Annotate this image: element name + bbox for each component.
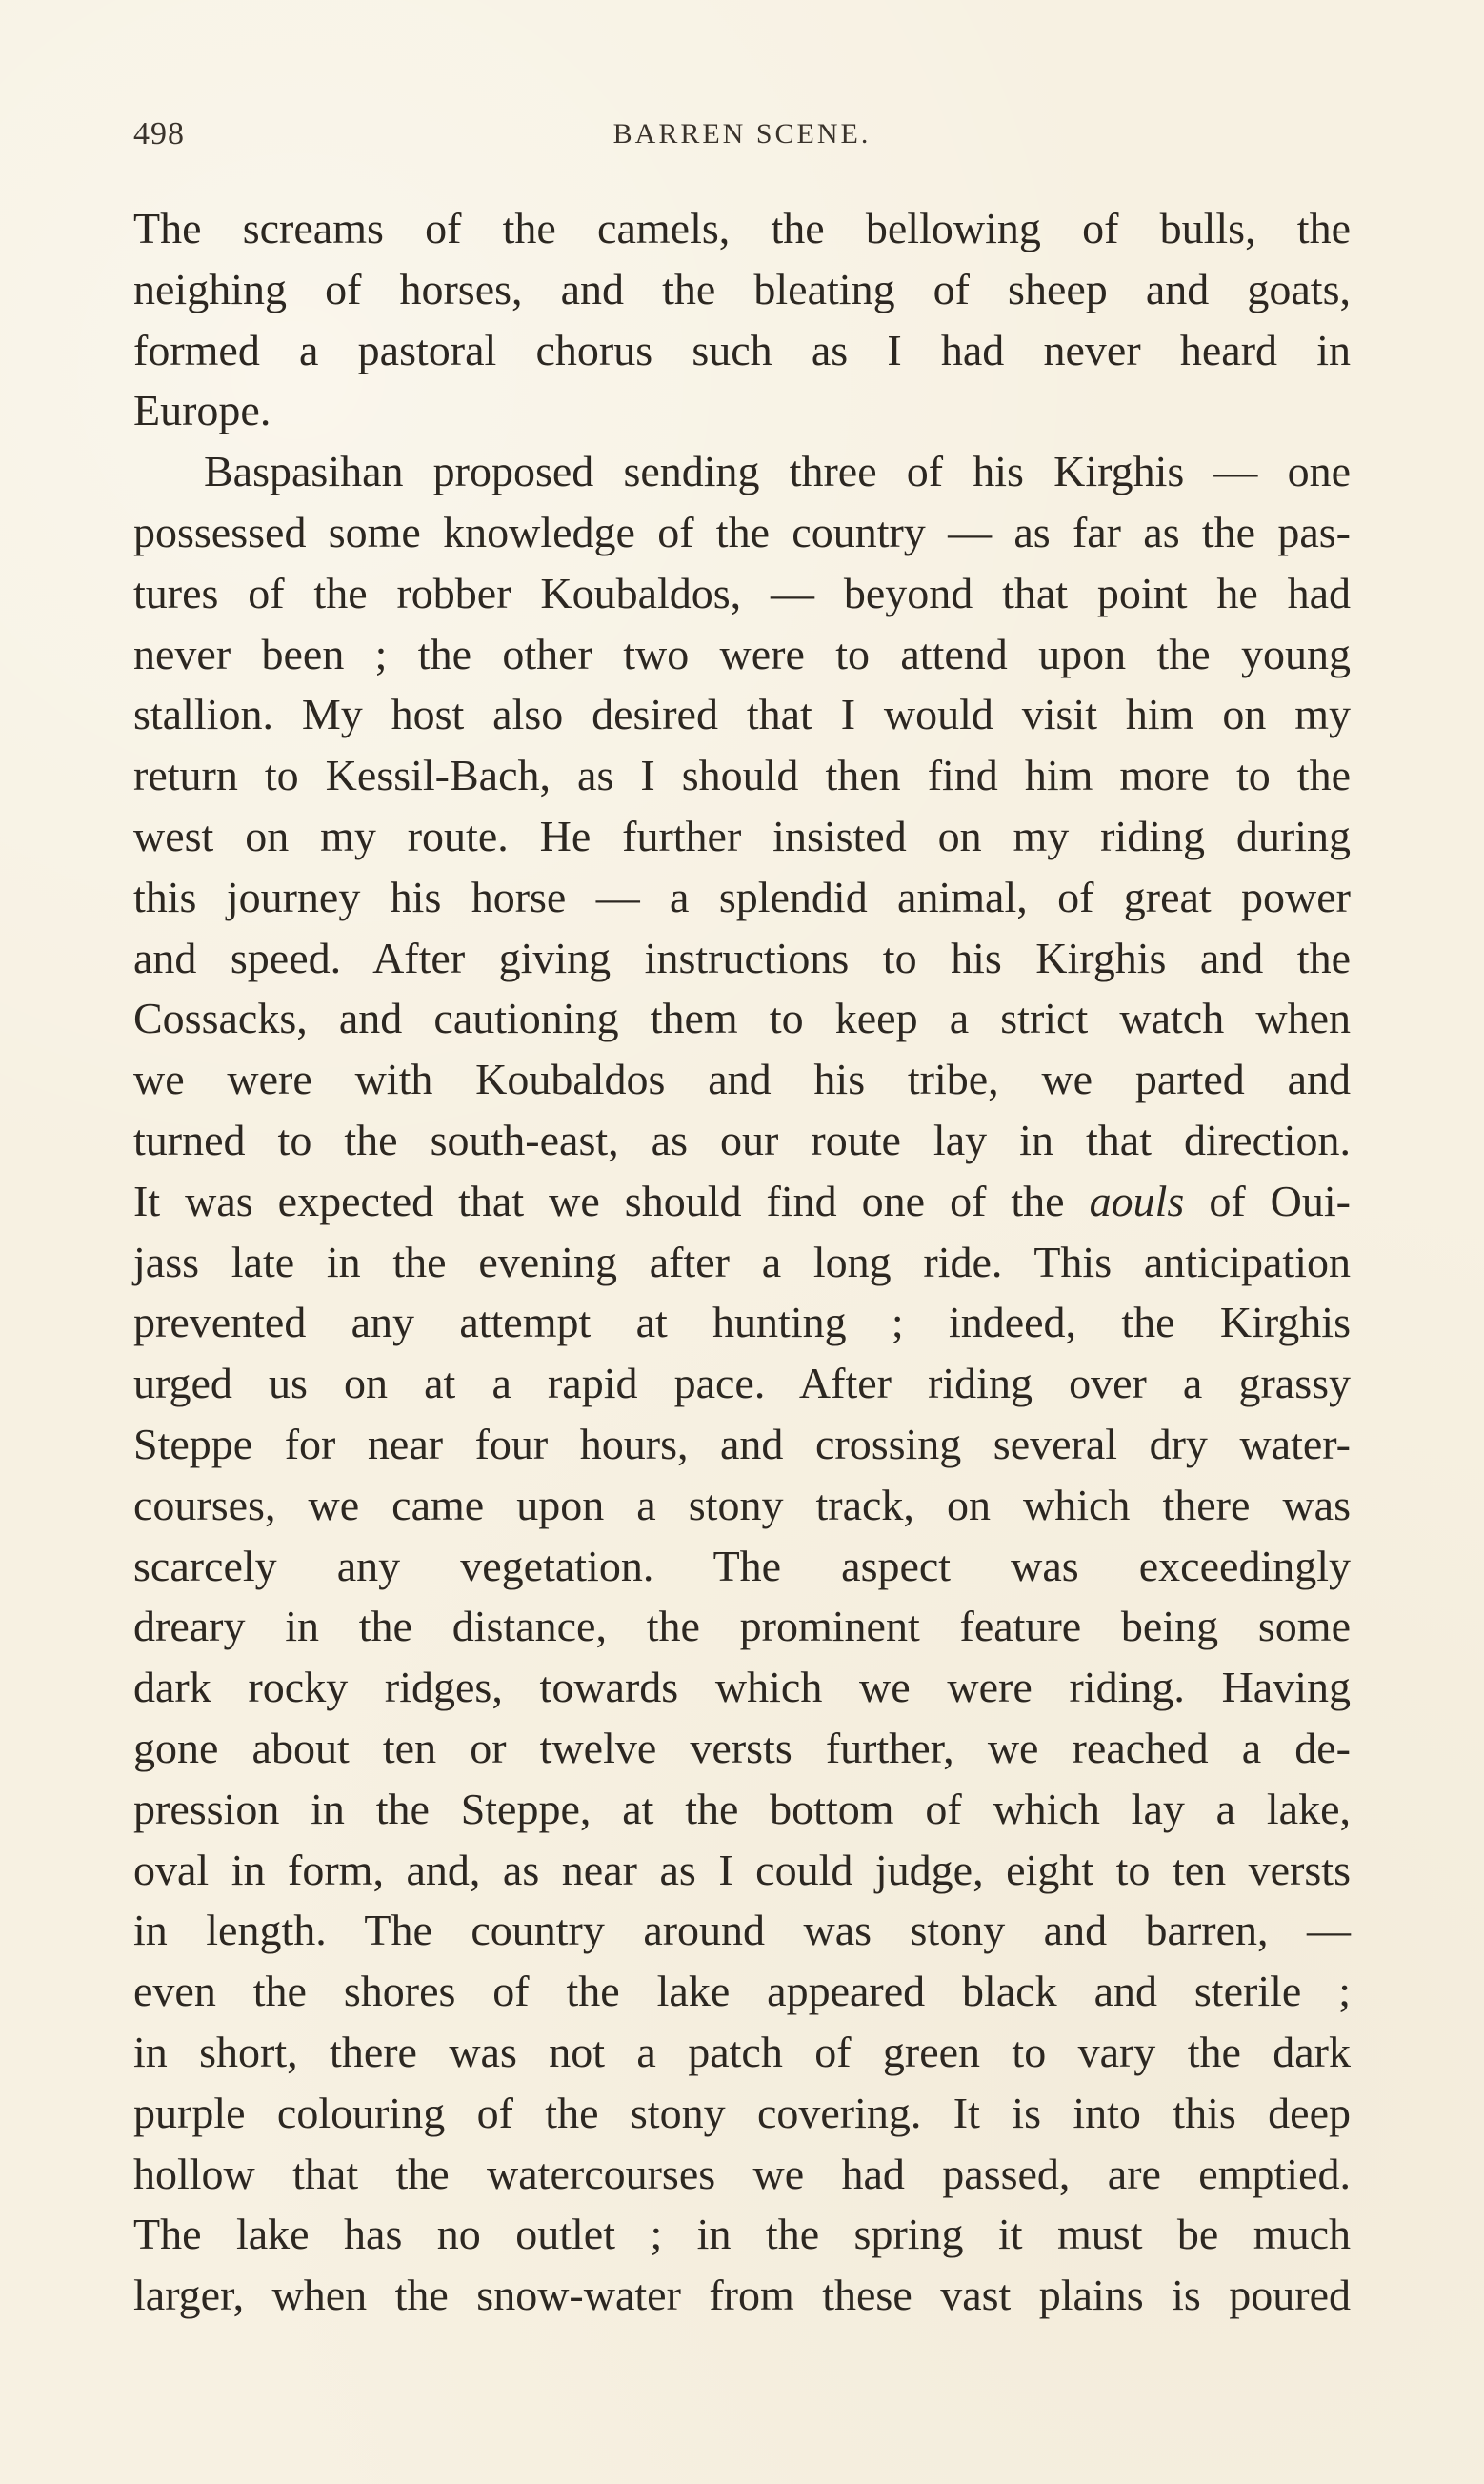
text-line: this journey his horse — a splendid animal, of great power — [133, 872, 1351, 921]
text-line: The lake has no outlet ; in the spring it must be much — [133, 2210, 1351, 2259]
text-line: gone about ten or twelve versts further, we reached a de- — [133, 1723, 1351, 1772]
text-line: even the shores of the lake appeared black and sterile ; — [133, 1967, 1351, 2016]
text-line: Cossacks, and cautioning them to keep a strict watch when — [133, 994, 1351, 1043]
text-line: urged us on at a rapid pace. After riding over a grassy — [133, 1359, 1351, 1408]
text-line: we were with Koubaldos and his tribe, we parted and — [133, 1055, 1351, 1104]
text-line: return to Kessil-Bach, as I should then find him more to the — [133, 751, 1351, 800]
text-line: scarcely any vegetation. The aspect was exceedingly — [133, 1541, 1351, 1590]
text-line: west on my route. He further insisted on my riding during — [133, 811, 1351, 860]
italic-word: aouls — [1089, 1176, 1185, 1225]
page-header — [133, 116, 1351, 158]
text-line: purple colouring of the stony covering. It is into this deep — [133, 2088, 1351, 2137]
text-line: prevented any attempt at hunting ; indeed, the Kirghis — [133, 1298, 1351, 1347]
page-number: 498 — [133, 116, 185, 151]
text-line: dreary in the distance, the prominent feature being some — [133, 1602, 1351, 1651]
text-segment: of Oui- — [1184, 1176, 1351, 1225]
text-line: courses, we came upon a stony track, on which there was — [133, 1480, 1351, 1529]
text-line: hollow that the watercourses we had passed, are emptied. — [133, 2149, 1351, 2198]
text-line: tures of the robber Koubaldos, — beyond that point he had — [133, 568, 1351, 617]
text-line: dark rocky ridges, towards which we were riding. Having — [133, 1663, 1351, 1712]
text-line: oval in form, and, as near as I could judge, eight to ten versts — [133, 1845, 1351, 1894]
page-body-text — [133, 198, 1351, 2326]
text-line: and speed. After giving instructions to his Kirghis and the — [133, 933, 1351, 982]
text-line: The screams of the camels, the bellowing of bulls, the — [133, 204, 1351, 252]
running-head: BARREN SCENE. — [612, 118, 872, 150]
text-line: larger, when the snow-water from these vast plains is poured — [133, 2271, 1351, 2320]
text-line-with-italic — [133, 1171, 1351, 1232]
text-segment: It was expected that we should find one of the — [133, 1176, 1090, 1225]
text-line: Europe. — [133, 386, 271, 435]
text-line: neighing of horses, and the bleating of sheep and goats, — [133, 264, 1351, 313]
text-line: never been ; the other two were to attend upon the young — [133, 629, 1351, 678]
text-line: turned to the south-east, as our route lay in that direction. — [133, 1115, 1351, 1164]
text-line: stallion. My host also desired that I would visit him on my — [133, 690, 1351, 739]
text-line: possessed some knowledge of the country — as far as the pas- — [133, 507, 1351, 556]
text-line: in length. The country around was stony and barren, — — [133, 1906, 1351, 1955]
text-line: Baspasihan proposed sending three of his Kirghis — one — [204, 447, 1351, 496]
text-line: pression in the Steppe, at the bottom of which lay a lake, — [133, 1784, 1351, 1833]
text-line: in short, there was not a patch of green to vary the dark — [133, 2027, 1351, 2076]
text-line: jass late in the evening after a long ride. This anticipation — [133, 1237, 1351, 1286]
text-line: Steppe for near four hours, and crossing several dry water- — [133, 1419, 1351, 1468]
text-line: formed a pastoral chorus such as I had never heard in — [133, 325, 1351, 374]
